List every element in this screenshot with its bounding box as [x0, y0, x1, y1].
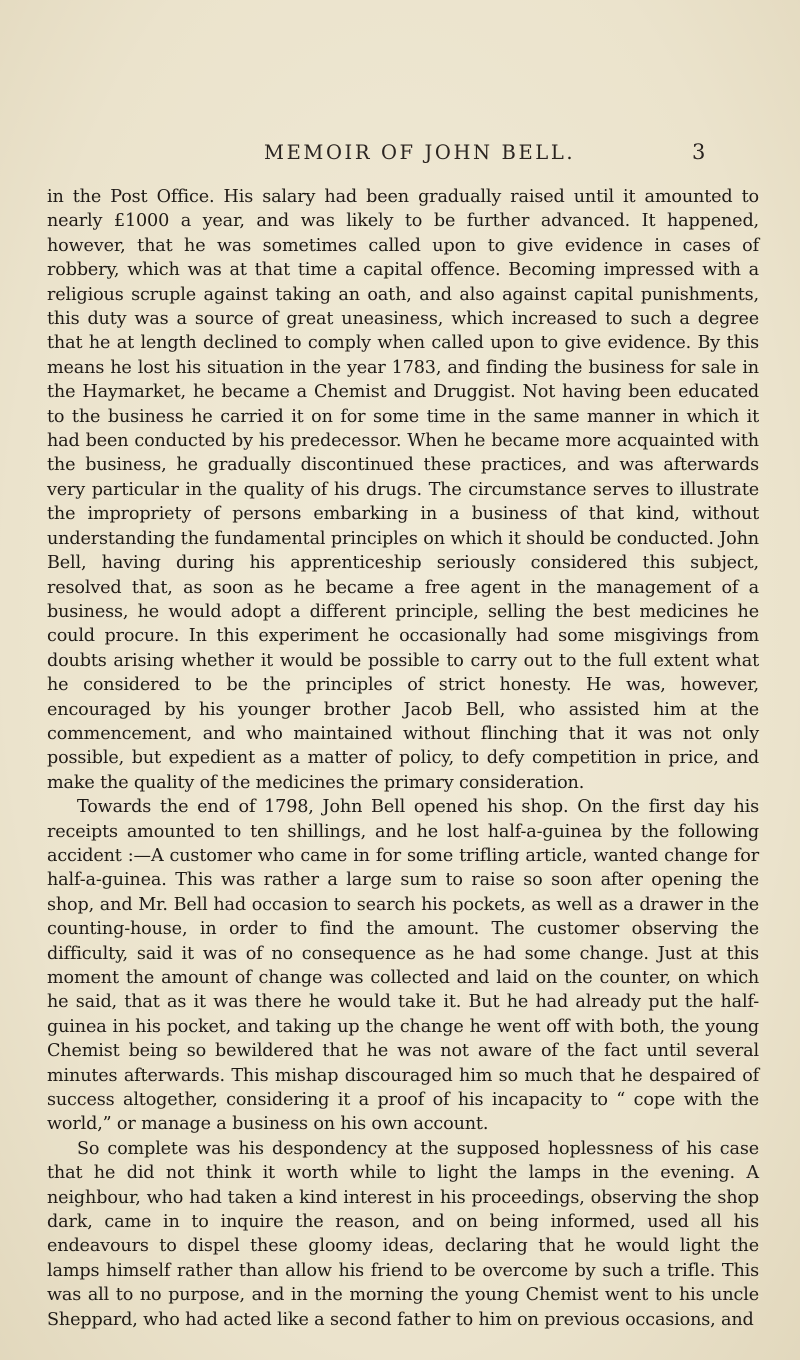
paragraph-opening-shop: Towards the end of 1798, John Bell opened his shop. On the first day his receipts amounted to ten shillings, and he lost half-a-guinea by the following accident :—A customer who came in for some trifling article, wanted change for half-a-guinea. This was rather a large sum to raise so soon after opening the shop, and Mr. Bell had occasion to search his pockets, as well as a drawer in the counting-house, in order to find the amount. The customer observing the difficulty, said it was of no consequence as he had some change. Just at this moment the amount of change was collected and laid on the counter, on which he said, that as it was there he would take it. But he had already put the half-guinea in his pocket, and taking up the change he went off with both, the young Chemist being so bewildered that he was not aware of the fact until several minutes afterwards. This mishap discouraged him so much that he despaired of success altogether, considering it a proof of his incapacity to “ cope with the world,” or manage a business on his own account. [47, 797, 759, 1135]
paragraph-despondency: So complete was his despondency at the supposed hoplessness of his case that he did not think it worth while to light the lamps in the evening. A neighbour, who had taken a kind interest in his proceedings, observing the shop dark, came in to inquire the reason, and on being informed, used all his endeavours to dispel these gloomy ideas, declaring that he would light the lamps himself rather than allow his friend to be overcome by such a trifle. This was all to no purpose, and in the morning the young Chemist went to his uncle Sheppard, who had acted like a second father to him on previous occasions, and [47, 1138, 759, 1330]
running-head [0, 141, 800, 171]
running-head-title: MEMOIR OF JOHN BELL. [264, 141, 576, 164]
page-number: 3 [692, 140, 706, 164]
body-text [47, 185, 759, 1332]
paragraph-post-office: in the Post Office. His salary had been gradually raised until it amounted to nearly £1000 a year, and was likely to be further advanced. It happened, however, that he was sometimes called upon to give evidence in cases of robbery, which was at that time a capital offence. Becoming impressed with a religious scruple against taking an oath, and also against capital punishments, this duty was a source of great uneasiness, which increased to such a degree that he at length declined to comply when called upon to give evidence. By this means he lost his situation in the year 1783, and finding the business for sale in the Haymarket, he became a Chemist and Druggist. Not having been educated to the business he carried it on for some time in the same manner in which it had been conducted by his predecessor. When he became more acquainted with the business, he gradually discontinued these practices, and was afterwards very particular in the quality of his drugs. The circumstance serves to illustrate the impropriety of persons embarking in a business of that kind, without understanding the fundamental principles on which it should be conducted. John Bell, having during his apprenticeship seriously considered this subject, resolved that, as soon as he became a free agent in the management of a business, he would adopt a different principle, selling the best medicines he could procure. In this experiment he occasionally had some misgivings from doubts arising whether it would be possible to carry out to the full extent what he considered to be the principles of strict honesty. He was, however, encouraged by his younger brother Jacob Bell, who assisted him at the commencement, and who maintained without flinching that it was not only possible, but expedient as a matter of policy, to defy competition in price, and make the quality of the medicines the primary consideration. [47, 187, 759, 793]
